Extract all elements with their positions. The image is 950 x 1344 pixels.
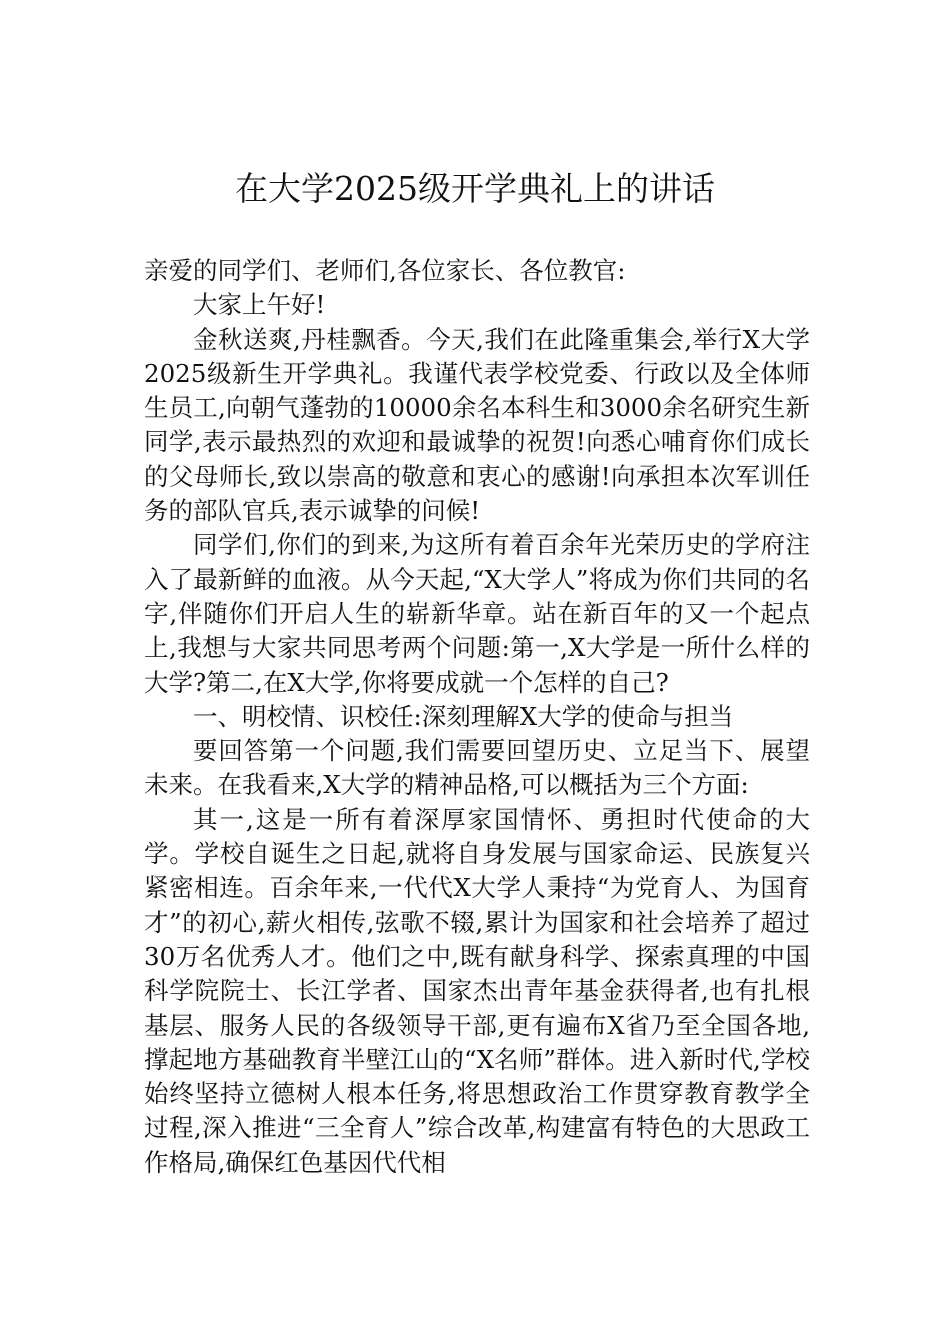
document-title: 在大学2025级开学典礼上的讲话	[235, 169, 715, 208]
paragraph-welcome: 金秋送爽,丹桂飘香。今天,我们在此隆重集会,举行X大学2025级新生开学典礼。我谨代表学校党委、行政以及全体师生员工,向朝气蓬勃的10000余名本科生和3000余名研究生新同学,表示最热烈的欢迎和最诚挚的祝贺!向悉心哺育你们成长的父母师长,致以崇高的敬意和衷心的感谢!向承担本次军训任务的部队官兵,表示诚挚的问候!	[144, 324, 810, 526]
paragraph-questions: 同学们,你们的到来,为这所有着百余年光荣历史的学府注入了最新鲜的血液。从今天起,“X大学人”将成为你们共同的名字,伴随你们开启人生的崭新华章。站在新百年的又一个起点上,我想与大家共同思考两个问题:第一,X大学是一所什么样的大学?第二,在X大学,你将要成就一个怎样的自己?	[144, 530, 810, 697]
section-heading-1: 一、明校情、识校任:深刻理解X大学的使命与担当	[193, 701, 734, 731]
paragraph-greeting: 大家上午好!	[193, 290, 326, 320]
salutation: 亲爱的同学们、老师们,各位家长、各位教官:	[144, 256, 626, 285]
paragraph-point-one: 其一,这是一所有着深厚家国情怀、勇担时代使命的大学。学校自诞生之日起,就将自身发展与国家命运、民族复兴紧密相连。百余年来,一代代X大学人秉持“为党育人、为国育才”的初心,薪火相传,弦歌不辍,累计为国家和社会培养了超过30万名优秀人才。他们之中,既有献身科学、探索真理的中国科学院院士、长江学者、国家杰出青年基金获得者,也有扎根基层、服务人民的各级领导干部,更有遍布X省乃至全国各地,撑起地方基础教育半壁江山的“X名师”群体。进入新时代,学校始终坚持立德树人根本任务,将思想政治工作贯穿教育教学全过程,深入推进“三全育人”综合改革,构建富有特色的大思政工作格局,确保红色基因代代相	[144, 804, 810, 1177]
paragraph-intro-answer: 要回答第一个问题,我们需要回望历史、立足当下、展望未来。在我看来,X大学的精神品格,可以概括为三个方面:	[144, 736, 810, 800]
document-body	[144, 254, 810, 1180]
